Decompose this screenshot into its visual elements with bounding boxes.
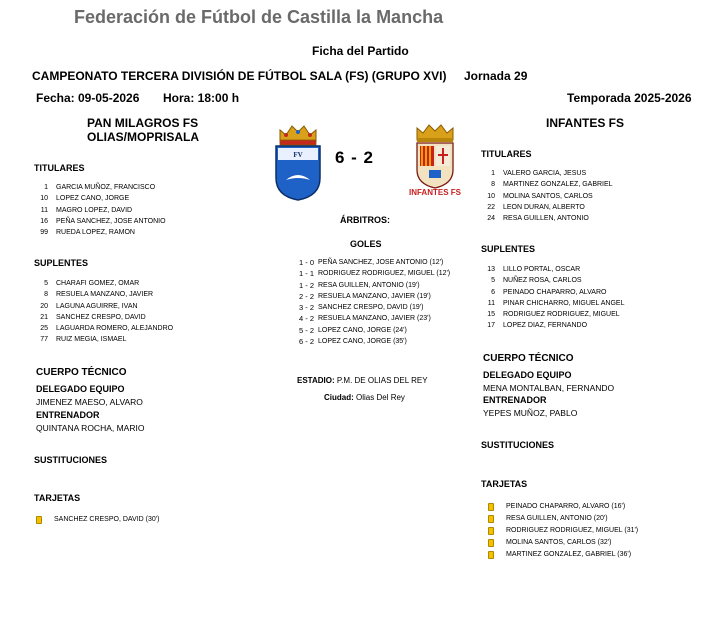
list-item: 24 RESA GUILLEN, ANTONIO (487, 215, 589, 223)
list-item: 8 RESUELA MANZANO, JAVIER (44, 291, 154, 299)
list-item: 16 PEÑA SANCHEZ, JOSE ANTONIO (40, 217, 166, 225)
away-delegado-heading: DELEGADO EQUIPO (483, 370, 572, 380)
away-entrenador-heading: ENTRENADOR (483, 395, 547, 405)
yellow-card-icon (488, 503, 494, 511)
list-item: 99 RUEDA LOPEZ, RAMON (40, 229, 135, 237)
home-delegado-heading: DELEGADO EQUIPO (36, 384, 125, 394)
svg-text:FV: FV (293, 151, 303, 159)
away-tarjetas-heading: TARJETAS (481, 479, 528, 489)
list-item: 1 GARCIA MUÑOZ, FRANCISCO (44, 184, 156, 191)
list-item: 11 MAGRO LOPEZ, DAVID (40, 206, 133, 214)
home-tarjetas-list (36, 514, 159, 526)
list-item: 77 RUIZ MEGIA, ISMAEL (40, 336, 127, 344)
list-item: 21 SANCHEZ CRESPO, DAVID (40, 313, 146, 321)
match-date: Fecha: 09-05-2026 (36, 91, 140, 105)
list-item: 5 CHARAFI GOMEZ, OMAR (44, 280, 140, 287)
yellow-card-icon (488, 515, 494, 523)
away-titulares-list (477, 168, 613, 224)
list-item: 2 - 2 RESUELA MANZANO, JAVIER (19') (298, 291, 431, 301)
federation-title: Federación de Fútbol de Castilla la Mancha (74, 7, 444, 27)
city-name: Olias Del Rey (356, 393, 405, 402)
list-item: 25 LAGUARDA ROMERO, ALEJANDRO (40, 325, 174, 333)
ficha-title: Ficha del Partido (312, 44, 409, 58)
matchday-label: Jornada 29 (464, 69, 528, 83)
home-delegado-name: JIMENEZ MAESO, ALVARO (36, 397, 143, 407)
list-item: 6 PEINADO CHAPARRO, ALVARO (491, 288, 607, 296)
list-item: 5 NUÑEZ ROSA, CARLOS (491, 277, 582, 285)
list-item: 1 - 1 RODRIGUEZ RODRIGUEZ, MIGUEL (12') (298, 269, 451, 279)
home-sustituciones-heading: SUSTITUCIONES (34, 455, 108, 465)
goles-heading: GOLES (350, 239, 382, 249)
home-crest-icon (272, 120, 324, 202)
list-item: PEINADO CHAPARRO, ALVARO (16') (488, 501, 638, 513)
home-tarjetas-heading: TARJETAS (34, 493, 81, 503)
list-item: 1 - 2 RESA GUILLEN, ANTONIO (19') (298, 280, 420, 290)
match-time: Hora: 18:00 h (163, 91, 240, 105)
city-label: Ciudad: (324, 393, 354, 402)
away-crest-icon (407, 122, 463, 198)
svg-text:INFANTES FS: INFANTES FS (408, 188, 462, 197)
away-entrenador-name: YEPES MUÑOZ, PABLO (483, 408, 578, 418)
list-item: 15 RODRIGUEZ RODRIGUEZ, MIGUEL (487, 311, 620, 319)
final-score: 6 - 2 (335, 148, 375, 167)
list-item: MOLINA SANTOS, CARLOS (32') (488, 537, 638, 549)
list-item: 1 VALERO GARCIA, JESUS (491, 170, 587, 177)
home-cuerpo-tecnico-heading: CUERPO TÉCNICO (36, 367, 127, 378)
yellow-card-icon (488, 539, 494, 547)
goals-list (290, 257, 450, 347)
list-item: 10 MOLINA SANTOS, CARLOS (487, 192, 593, 200)
championship-title: CAMPEONATO TERCERA DIVISIÓN DE FÚTBOL SALA (FS) (GRUPO XVI) (32, 69, 447, 83)
list-item: 13 LILLO PORTAL, OSCAR (487, 266, 581, 273)
home-team-name-line1: PAN MILAGROS FS (87, 116, 199, 130)
home-suplentes-heading: SUPLENTES (34, 258, 89, 268)
arbitros-heading: ÁRBITROS: (340, 215, 390, 225)
away-cuerpo-tecnico-heading: CUERPO TÉCNICO (483, 353, 574, 364)
stadium-label: ESTADIO: (297, 376, 335, 385)
list-item: 4 - 2 RESUELA MANZANO, JAVIER (23') (298, 314, 431, 324)
list-item: 3 - 2 SANCHEZ CRESPO, DAVID (19') (298, 303, 424, 313)
away-team-name: INFANTES FS (546, 116, 625, 130)
away-sustituciones-heading: SUSTITUCIONES (481, 440, 555, 450)
yellow-card-icon (36, 516, 42, 524)
yellow-card-icon (488, 551, 494, 559)
away-suplentes-heading: SUPLENTES (481, 244, 536, 254)
stadium-line (297, 376, 428, 385)
yellow-card-icon (488, 527, 494, 535)
home-team-name-line2: OLIAS/MOPRISALA (87, 130, 200, 144)
away-tarjetas-list (488, 501, 638, 561)
stadium-name: P.M. DE OLIAS DEL REY (336, 376, 428, 385)
season-label: Temporada 2025-2026 (567, 91, 692, 105)
home-entrenador-heading: ENTRENADOR (36, 410, 100, 420)
list-item: 8 MARTINEZ GONZALEZ, GABRIEL (491, 181, 613, 189)
list-item: 20 LAGUNA AGUIRRE, IVAN (40, 302, 138, 310)
home-entrenador-name: QUINTANA ROCHA, MARIO (36, 423, 145, 433)
list-item: 10 LOPEZ CANO, JORGE (40, 195, 130, 203)
list-item: 5 - 2 LOPEZ CANO, JORGE (24') (298, 325, 407, 335)
list-item: 11 PINAR CHICHARRO, MIGUEL ANGEL (487, 299, 625, 307)
list-item: RODRIGUEZ RODRIGUEZ, MIGUEL (31') (488, 525, 638, 537)
list-item: 6 - 2 LOPEZ CANO, JORGE (35') (298, 337, 407, 347)
away-delegado-name: MENA MONTALBAN, FERNANDO (483, 383, 615, 393)
home-suplentes-list (30, 278, 173, 346)
away-suplentes-list (477, 264, 625, 332)
list-item: SANCHEZ CRESPO, DAVID (30') (36, 514, 159, 526)
list-item: 22 LEON DURAN, ALBERTO (487, 203, 585, 211)
away-titulares-heading: TITULARES (481, 149, 532, 159)
list-item: 17 LOPEZ DIAZ, FERNANDO (487, 322, 588, 330)
home-titulares-heading: TITULARES (34, 163, 85, 173)
list-item: MARTINEZ GONZALEZ, GABRIEL (36') (488, 549, 638, 561)
list-item: RESA GUILLEN, ANTONIO (20') (488, 513, 638, 525)
city-line (324, 393, 405, 402)
home-titulares-list (30, 182, 166, 238)
list-item: 1 - 0 PEÑA SANCHEZ, JOSE ANTONIO (12') (298, 258, 444, 267)
